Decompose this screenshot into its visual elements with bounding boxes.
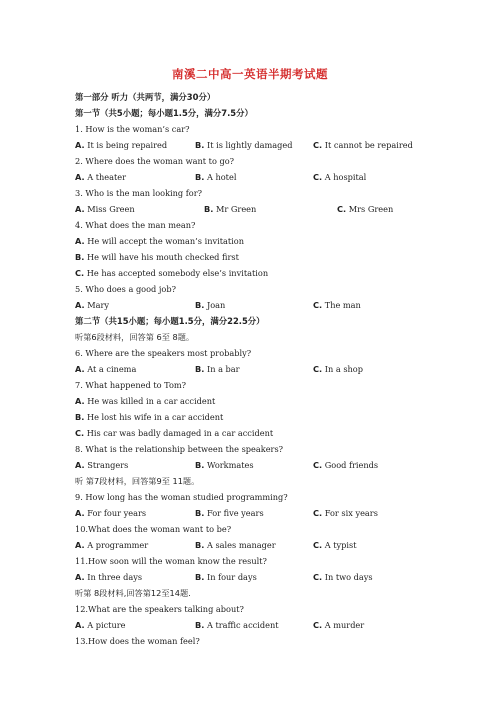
option-letter: A. (75, 620, 85, 630)
option (313, 538, 357, 552)
option (75, 298, 109, 312)
option (75, 570, 142, 584)
option (195, 170, 236, 184)
option (75, 250, 239, 264)
option (195, 362, 240, 376)
option-row (75, 138, 435, 152)
option (75, 202, 135, 216)
option-row (75, 506, 435, 520)
option (195, 538, 276, 552)
option-text: Strangers (84, 460, 129, 470)
instruction-note: 听 第7段材料，回答第9至 11题。 (75, 476, 200, 486)
option-letter: C. (313, 172, 323, 182)
option (204, 202, 256, 216)
option-row (75, 394, 435, 408)
option (195, 298, 225, 312)
option-letter: A. (75, 572, 85, 582)
option (313, 138, 413, 152)
option-text: In three days (84, 572, 143, 582)
option (195, 570, 257, 584)
question-text: 4. What does the man mean? (75, 220, 196, 230)
option-text: In four days (204, 572, 257, 582)
question-text: 7. What happened to Tom? (75, 380, 187, 390)
option-letter: C. (313, 460, 323, 470)
option (75, 362, 136, 376)
question-text: 2. Where does the woman want to go? (75, 156, 235, 166)
option-text: Joan (204, 300, 226, 310)
option-text: Miss Green (84, 204, 135, 214)
option-letter: A. (75, 300, 85, 310)
section-heading: 第二节（共15小题；每小题1.5分，满分22.5分） (75, 316, 265, 326)
option (195, 618, 279, 632)
option-text: A programmer (84, 540, 149, 550)
option (195, 138, 293, 152)
option-text: A hotel (204, 172, 237, 182)
option-letter: B. (195, 460, 205, 470)
option-text: A murder (322, 620, 365, 630)
option-letter: A. (75, 460, 85, 470)
option-letter: C. (313, 140, 323, 150)
option-letter: B. (195, 572, 205, 582)
option (75, 538, 148, 552)
option-text: In two days (322, 572, 373, 582)
option (313, 170, 366, 184)
option-text: In a bar (204, 364, 240, 374)
option-letter: A. (75, 236, 85, 246)
option-letter: B. (75, 412, 85, 422)
option-text: The man (322, 300, 361, 310)
option (75, 506, 146, 520)
option-letter: A. (75, 508, 85, 518)
option (195, 506, 264, 520)
question-text: 5. Who does a good job? (75, 284, 176, 294)
option-letter: C. (313, 508, 323, 518)
question-text: 6. Where are the speakers most probably? (75, 348, 252, 358)
option-letter: B. (204, 204, 214, 214)
option-letter: C. (75, 428, 85, 438)
option-text: A hospital (322, 172, 367, 182)
option-text: He was killed in a car accident (84, 396, 216, 406)
option-row (75, 266, 435, 280)
option (75, 410, 223, 424)
option-text: A traffic accident (204, 620, 279, 630)
option (195, 458, 254, 472)
option-row (75, 426, 435, 440)
option-text: Good friends (322, 460, 379, 470)
option-text: He lost his wife in a car accident (84, 412, 224, 422)
option-text: At a cinema (84, 364, 137, 374)
option-letter: C. (75, 268, 85, 278)
option-letter: A. (75, 364, 85, 374)
option-letter: B. (75, 252, 85, 262)
option-letter: A. (75, 140, 85, 150)
option-text: In a shop (322, 364, 363, 374)
option-row (75, 298, 435, 312)
option-text: It is lightly damaged (204, 140, 293, 150)
option-row (75, 362, 435, 376)
option (75, 618, 126, 632)
option-row (75, 618, 435, 632)
option-letter: C. (313, 572, 323, 582)
option (313, 618, 364, 632)
option-text: Mrs Green (346, 204, 394, 214)
instruction-note: 听第6段材料，回答第 6至 8题。 (75, 332, 195, 342)
option-letter: A. (75, 396, 85, 406)
question-text: 9. How long has the woman studied programming? (75, 492, 288, 502)
option (75, 266, 268, 280)
option-letter: C. (313, 364, 323, 374)
option-text: For four years (84, 508, 147, 518)
option-text: Workmates (204, 460, 254, 470)
option (313, 506, 378, 520)
option-text: A sales manager (204, 540, 276, 550)
option-row (75, 410, 435, 424)
question-text: 10.What does the woman want to be? (75, 524, 232, 534)
option-row (75, 570, 435, 584)
option-text: A typist (322, 540, 357, 550)
option-text: For six years (322, 508, 378, 518)
option-text: A picture (84, 620, 126, 630)
option-row (75, 234, 435, 248)
option-text: It is being repaired (84, 140, 168, 150)
question-text: 12.What are the speakers talking about? (75, 604, 244, 614)
option-text: For five years (204, 508, 264, 518)
question-text: 11.How soon will the woman know the result? (75, 556, 267, 566)
option-letter: C. (313, 620, 323, 630)
option-letter: A. (75, 540, 85, 550)
option-text: He will have his mouth checked first (84, 252, 239, 262)
option-text: His car was badly damaged in a car accident (84, 428, 274, 438)
question-text: 3. Who is the man looking for? (75, 188, 203, 198)
option-letter: B. (195, 620, 205, 630)
option-letter: A. (75, 204, 85, 214)
option-letter: B. (195, 140, 205, 150)
option-text: Mr Green (213, 204, 257, 214)
option (75, 170, 126, 184)
option (337, 202, 393, 216)
option-row (75, 202, 435, 216)
question-text: 1. How is the woman’s car? (75, 124, 190, 134)
option (75, 458, 128, 472)
option-letter: B. (195, 508, 205, 518)
option (313, 570, 373, 584)
option (75, 234, 244, 248)
option (75, 394, 215, 408)
option-letter: A. (75, 172, 85, 182)
question-text: 8. What is the relationship between the speakers? (75, 444, 284, 454)
option (75, 426, 273, 440)
option-row (75, 458, 435, 472)
section-heading: 第一节（共5小题；每小题1.5分，满分7.5分） (75, 108, 253, 118)
option-letter: B. (195, 300, 205, 310)
option (313, 362, 363, 376)
option (75, 138, 167, 152)
option-text: He will accept the woman’s invitation (84, 236, 244, 246)
page-title: 南溪二中高一英语半期考试题 (172, 67, 328, 81)
option-text: Mary (84, 300, 110, 310)
option-letter: B. (195, 540, 205, 550)
option-letter: C. (337, 204, 347, 214)
question-text: 13.How does the woman feel? (75, 636, 200, 646)
option-row (75, 538, 435, 552)
option-text: He has accepted somebody else’s invitation (84, 268, 269, 278)
option-text: A theater (84, 172, 127, 182)
option-letter: C. (313, 540, 323, 550)
instruction-note: 听第 8段材料,回答第12至14题. (75, 588, 191, 598)
option (313, 458, 378, 472)
option-letter: C. (313, 300, 323, 310)
option-letter: B. (195, 172, 205, 182)
part-heading: 第一部分 听力（共两节，满分30分） (75, 92, 216, 102)
option-row (75, 170, 435, 184)
option-text: It cannot be repaired (322, 140, 413, 150)
option-letter: B. (195, 364, 205, 374)
option-row (75, 250, 435, 264)
option (313, 298, 361, 312)
